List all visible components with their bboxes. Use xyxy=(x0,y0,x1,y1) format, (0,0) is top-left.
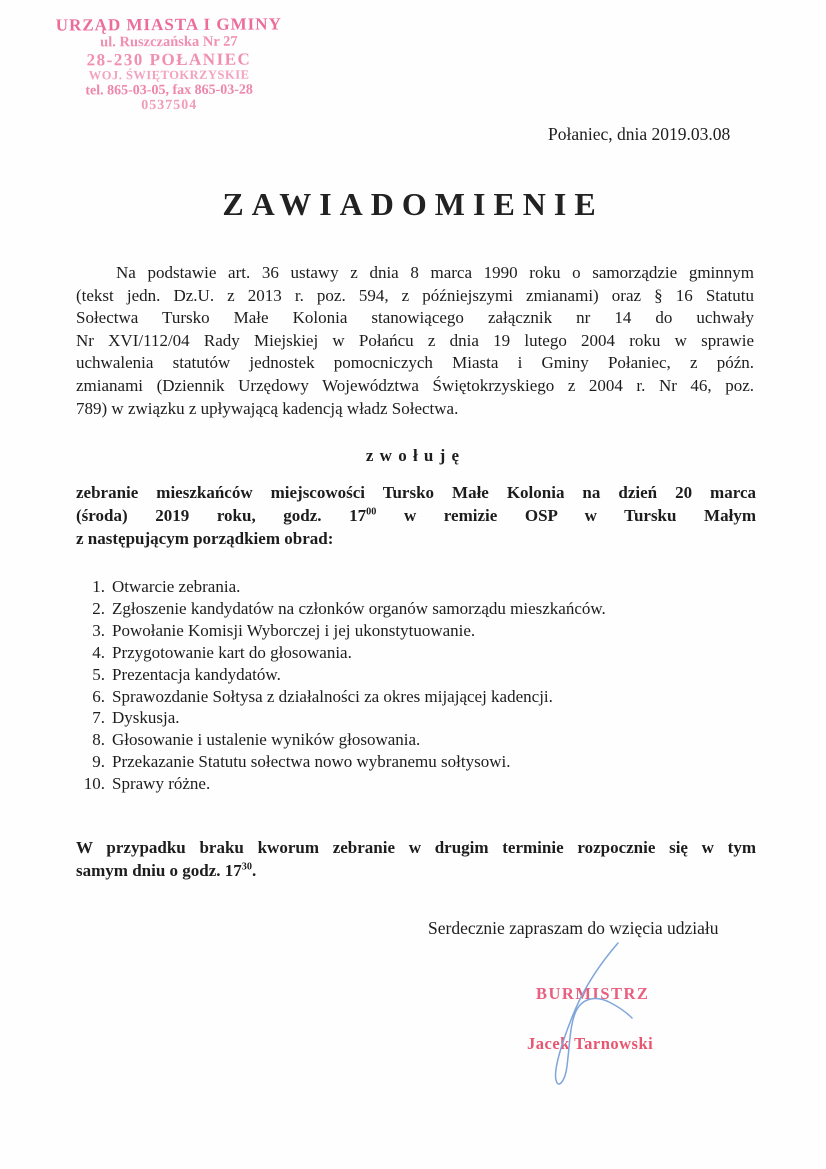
stamp-line-voivodeship: WOJ. ŚWIĘTOKRZYSKIE xyxy=(88,67,250,83)
date-line: Połaniec, dnia 2019.03.08 xyxy=(548,124,731,144)
closing-line: Serdecznie zapraszam do wzięcia udziału xyxy=(428,918,719,938)
agenda-item-text: Sprawozdanie Sołtysa z działalności za okres mijającej kadencji. xyxy=(112,686,553,706)
office-stamp xyxy=(36,15,303,114)
quorum-line2-post: . xyxy=(251,861,257,881)
stamp-line-phone-fax: tel. 865-03-05, fax 865-03-28 xyxy=(85,82,253,99)
agenda-item-text: Głosowanie i ustalenie wyników głosowania. xyxy=(112,730,421,750)
agenda-item-text: Prezentacja kandydatów. xyxy=(112,664,281,684)
agenda-item-number: 7. xyxy=(92,708,105,728)
quorum-paragraph xyxy=(76,836,756,882)
agenda-item-number: 5. xyxy=(92,664,105,684)
meeting-time xyxy=(349,506,376,525)
agenda-item xyxy=(76,773,606,795)
mayor-name-stamp: Jacek Tarnowski xyxy=(527,1034,654,1053)
intro-line: Sołectwa Tursko Małe Kolonia stanowiącego załącznik nr 14 do uchwały xyxy=(76,308,754,328)
agenda-item xyxy=(76,707,606,729)
invitation-line: zebranie mieszkańców miejscowości Tursko Małe Kolonia na dzień 20 marca xyxy=(76,483,756,502)
intro-line: Na podstawie art. 36 ustawy z dnia 8 marca 1990 roku o samorządzie gminnym xyxy=(116,263,754,282)
agenda-item-text: Sprawy różne. xyxy=(112,774,211,794)
stamp-line-number: 0537504 xyxy=(141,98,198,114)
document-title: ZAWIADOMIENIE xyxy=(222,186,604,222)
intro-line: (tekst jedn. Dz.U. z 2013 r. poz. 594, z późniejszymi zmianami) oraz § 16 Statutu xyxy=(76,285,754,305)
agenda-item-text: Przygotowanie kart do głosowania. xyxy=(112,642,352,662)
second-meeting-time-hours: 17 xyxy=(224,861,242,881)
quorum-line2-pre: samym dniu o godz. xyxy=(76,861,221,881)
agenda-item xyxy=(76,598,606,620)
invitation-line2-pre: (środa) 2019 roku, godz. xyxy=(76,506,322,526)
agenda-item-number: 3. xyxy=(92,620,105,640)
agenda-item xyxy=(76,576,606,598)
agenda-item-number: 10. xyxy=(83,774,105,794)
agenda-item-number: 2. xyxy=(92,598,105,618)
agenda-item-number: 9. xyxy=(92,752,105,772)
intro-line: 789) w związku z upływającą kadencją władz Sołectwa. xyxy=(76,398,459,418)
agenda-item xyxy=(76,620,606,642)
agenda-list xyxy=(76,576,606,795)
invitation-paragraph xyxy=(76,481,756,551)
intro-line: uchwalenia statutów jednostek pomocniczych Miasta i Gminy Połaniec, z późn. xyxy=(76,353,754,373)
agenda-item-text: Zgłoszenie kandydatów na członków organów samorządu mieszkańców. xyxy=(112,598,606,618)
intro-line: zmianami (Dziennik Urzędowy Województwa Świętokrzyskiego z 2004 r. Nr 46, poz. xyxy=(76,375,754,395)
agenda-item xyxy=(76,729,606,751)
agenda-item xyxy=(76,686,606,708)
agenda-item-text: Dyskusja. xyxy=(112,708,180,728)
agenda-item xyxy=(76,751,606,773)
invitation-line xyxy=(76,504,756,527)
quorum-line xyxy=(76,859,756,882)
signature-pen-stroke xyxy=(525,930,670,1115)
second-meeting-time xyxy=(225,861,252,880)
agenda-item-text: Powołanie Komisji Wyborczej i jej ukonstytuowanie. xyxy=(112,620,476,640)
intro-paragraph xyxy=(76,262,754,420)
invitation-line: z następującym porządkiem obrad: xyxy=(76,529,334,549)
agenda-item-text: Przekazanie Statutu sołectwa nowo wybranemu sołtysowi. xyxy=(112,752,511,772)
agenda-item xyxy=(76,642,606,664)
quorum-line: W przypadku braku kworum zebranie w drugim terminie rozpocznie się w tym xyxy=(76,838,756,857)
agenda-item-number: 1. xyxy=(92,577,105,596)
stamp-line-office-name: URZĄD MIASTA I GMINY xyxy=(55,14,282,35)
agenda-item-number: 8. xyxy=(92,730,105,750)
stamp-line-street: ul. Ruszczańska Nr 27 xyxy=(100,33,238,51)
meeting-time-hours: 17 xyxy=(349,506,367,526)
second-meeting-time-minutes: 30 xyxy=(241,861,252,873)
agenda-item-number: 6. xyxy=(92,686,105,706)
meeting-time-minutes: 00 xyxy=(366,506,377,518)
mayor-title-stamp: BURMISTRZ xyxy=(536,984,650,1003)
agenda-item-number: 4. xyxy=(92,642,105,662)
invitation-line2-post: w remizie OSP w Tursku Małym xyxy=(403,506,756,526)
intro-line: Nr XVI/112/04 Rady Miejskiej w Połańcu z dnia 19 lutego 2004 roku w sprawie xyxy=(76,330,754,350)
stamp-line-city: 28-230 POŁANIEC xyxy=(86,49,252,70)
agenda-item xyxy=(76,664,606,686)
agenda-item-text: Otwarcie zebrania. xyxy=(112,577,241,596)
convene-word: z w o ł u j ę xyxy=(365,446,461,465)
